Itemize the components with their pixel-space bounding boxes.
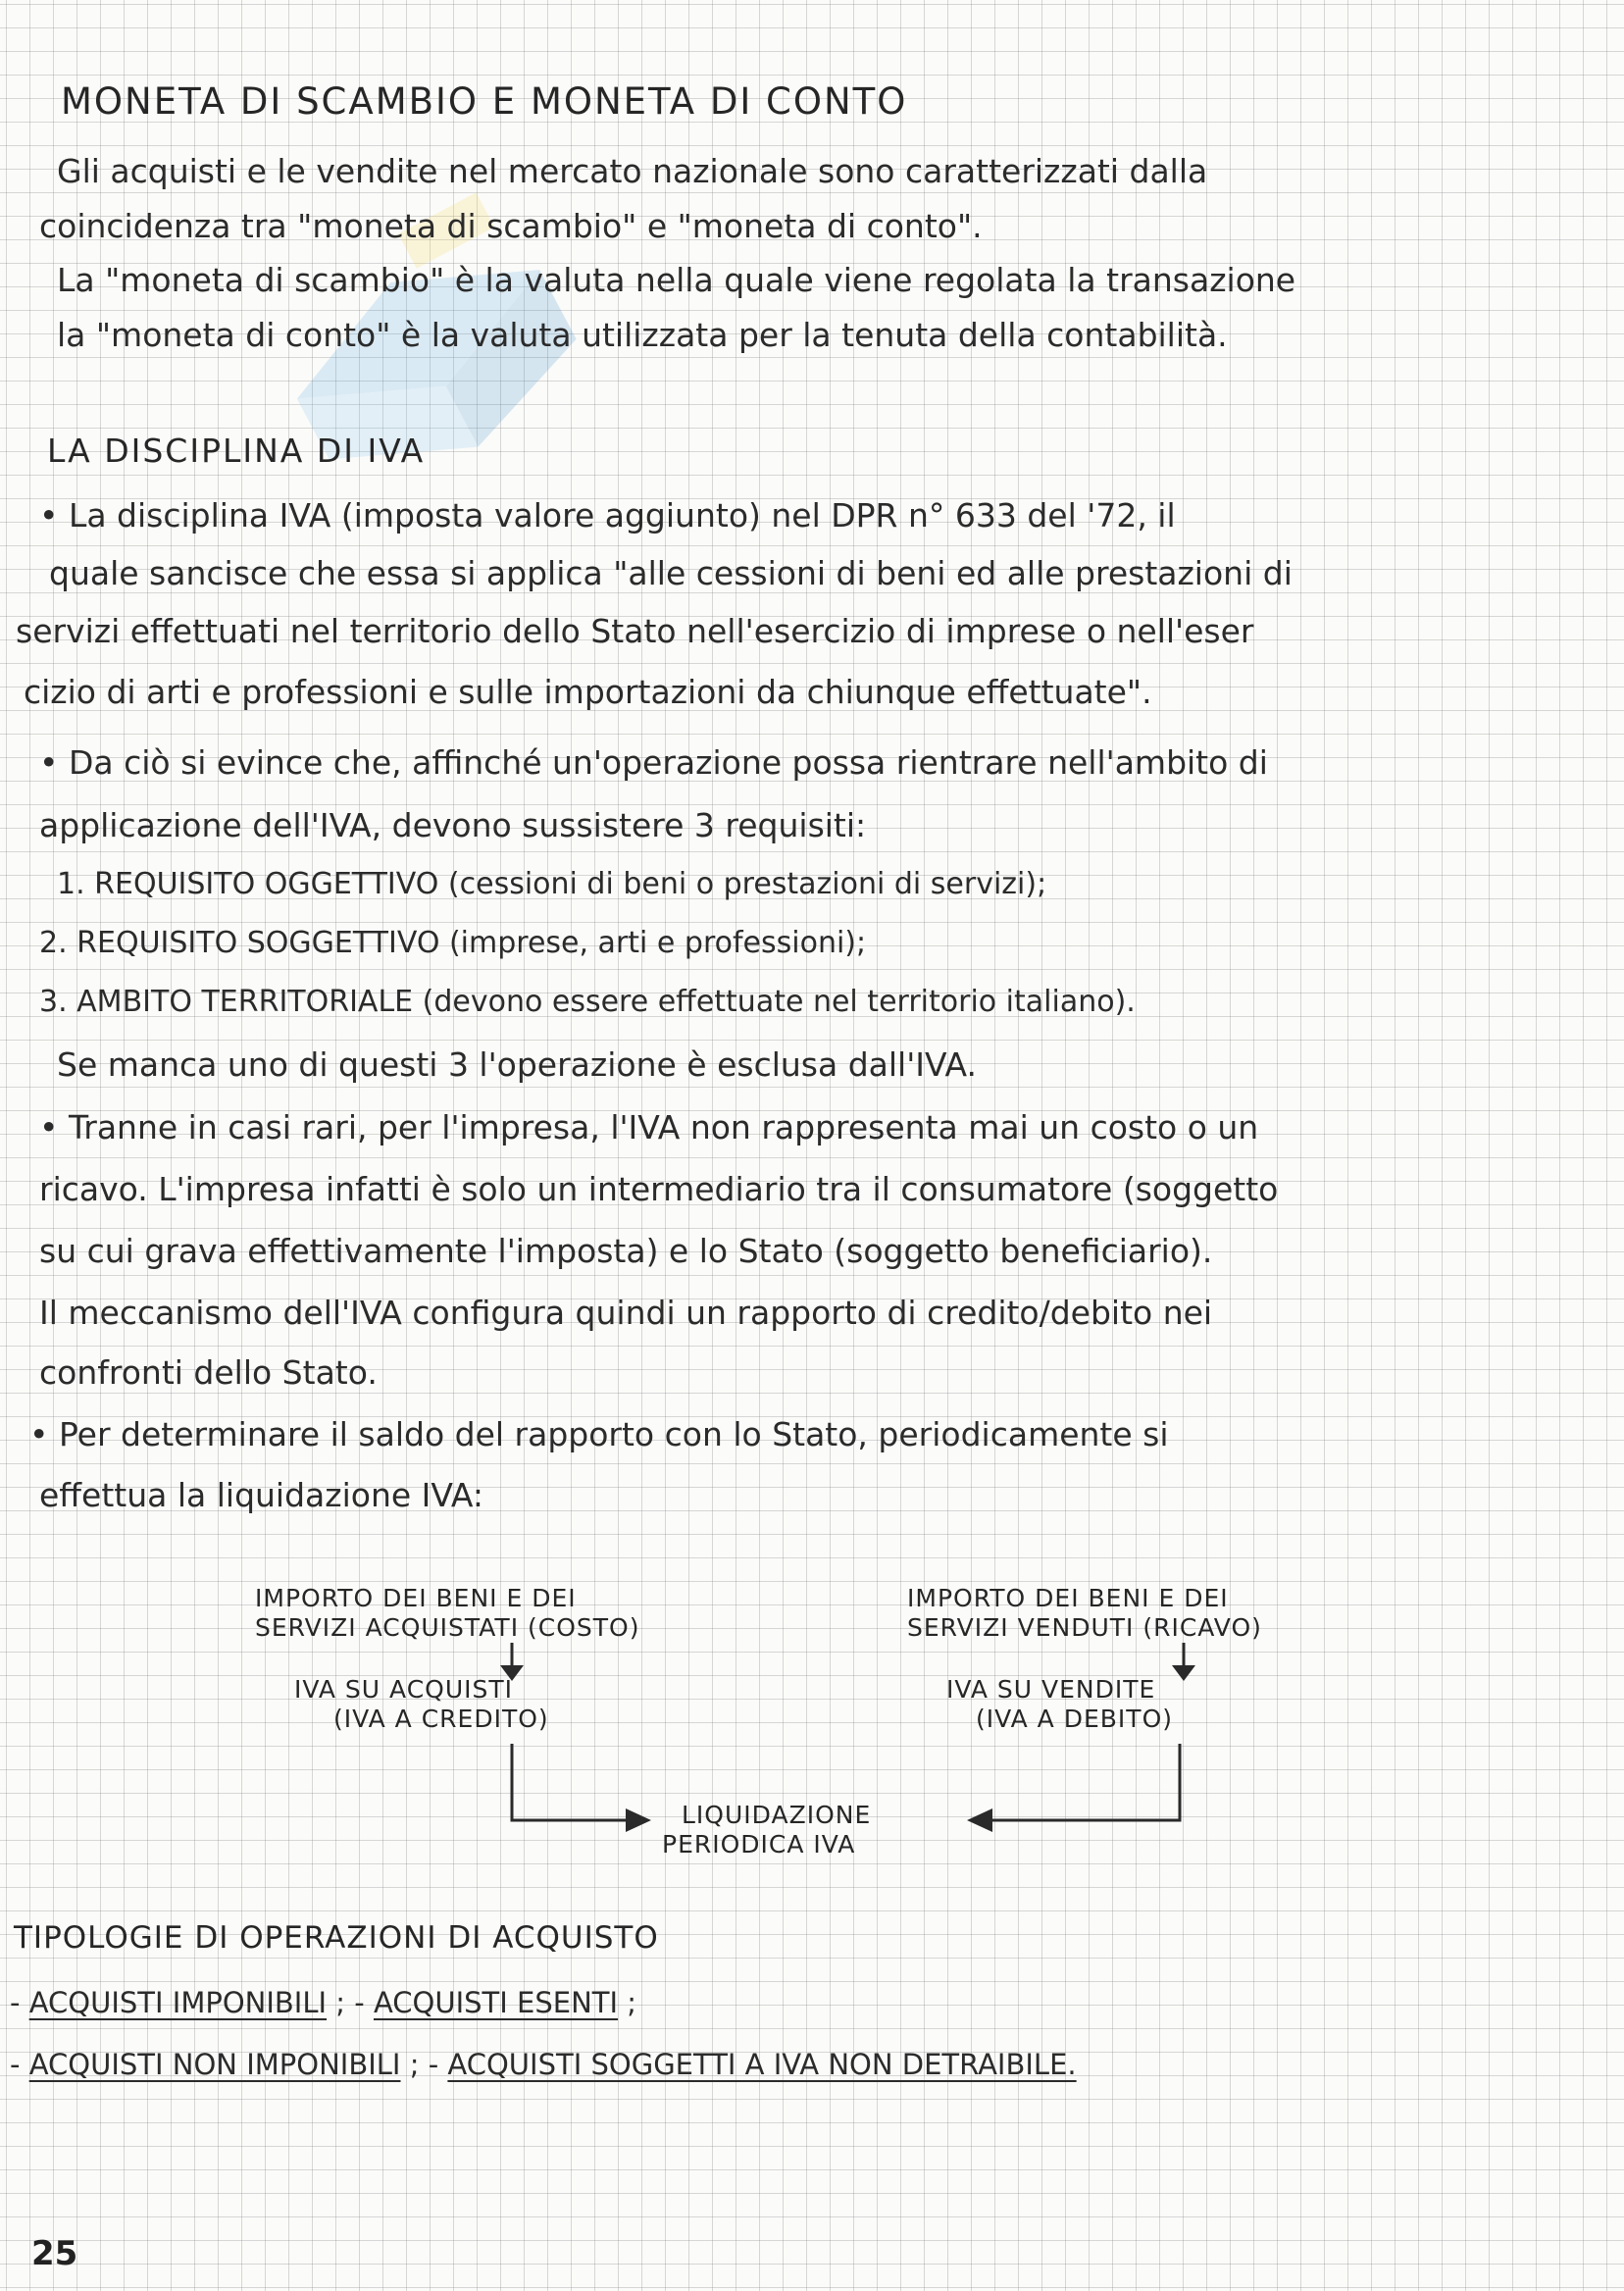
text-line: • Da ciò si evince che, affinché un'operazione possa rientrare nell'ambito di <box>39 743 1268 782</box>
requirement-item: 2. REQUISITO SOGGETTIVO (imprese, arti e professioni); <box>39 926 867 960</box>
list-item: ACQUISTI IMPONIBILI <box>28 1986 328 2019</box>
section-title-iva: LA DISCIPLINA DI IVA <box>47 432 426 470</box>
list-item: ACQUISTI SOGGETTI A IVA NON DETRAIBILE. <box>447 2048 1077 2081</box>
diagram-left-bottom: IVA SU ACQUISTI (IVA A CREDITO) <box>294 1675 549 1733</box>
purchase-types-row-2: - ACQUISTI NON IMPONIBILI ; - ACQUISTI SOGGETTI A IVA NON DETRAIBILE. <box>10 2048 1077 2081</box>
arrow-right-icon <box>626 1808 651 1832</box>
text-line: ricavo. L'impresa infatti è solo un intermediario tra il consumatore (soggetto <box>39 1170 1279 1208</box>
arrow-left-icon <box>967 1808 992 1832</box>
text-line: su cui grava effettivamente l'imposta) e lo Stato (soggetto beneficiario). <box>39 1232 1213 1270</box>
text-line: Se manca uno di questi 3 l'operazione è esclusa dall'IVA. <box>57 1045 977 1084</box>
page-number: 25 <box>31 2234 78 2273</box>
diagram-right-bottom: IVA SU VENDITE (IVA A DEBITO) <box>946 1675 1173 1733</box>
diagram-right-top: IMPORTO DEI BENI E DEI SERVIZI VENDUTI (RICAVO) <box>907 1584 1262 1642</box>
text-line: servizi effettuati nel territorio dello Stato nell'esercizio di imprese o nell'eser <box>16 612 1254 650</box>
text-line: Il meccanismo dell'IVA configura quindi un rapporto di credito/debito nei <box>39 1294 1213 1332</box>
text-line: la "moneta di conto" è la valuta utilizzata per la tenuta della contabilità. <box>57 316 1228 354</box>
text-line: Gli acquisti e le vendite nel mercato nazionale sono caratterizzati dalla <box>57 152 1208 190</box>
text-line: cizio di arti e professioni e sulle importazioni da chiunque effettuate". <box>24 673 1152 711</box>
diagram-left-top: IMPORTO DEI BENI E DEI SERVIZI ACQUISTATI (COSTO) <box>255 1584 640 1642</box>
text-line: La "moneta di scambio" è la valuta nella quale viene regolata la transazione <box>57 261 1296 299</box>
text-line: coincidenza tra "moneta di scambio" e "moneta di conto". <box>39 207 983 245</box>
purchase-types-row-1: - ACQUISTI IMPONIBILI ; - ACQUISTI ESENTI ; <box>10 1986 637 2019</box>
list-item: ACQUISTI NON IMPONIBILI <box>28 2048 401 2081</box>
arrow-down-icon <box>500 1665 524 1681</box>
text-line: confronti dello Stato. <box>39 1353 378 1392</box>
requirement-item: 1. REQUISITO OGGETTIVO (cessioni di beni o prestazioni di servizi); <box>57 867 1047 901</box>
text-line: • La disciplina IVA (imposta valore aggiunto) nel DPR n° 633 del '72, il <box>39 496 1176 535</box>
diagram-center: LIQUIDAZIONE PERIODICA IVA <box>662 1801 872 1858</box>
text-line: applicazione dell'IVA, devono sussistere 3 requisiti: <box>39 806 867 844</box>
arrow-down-icon <box>1172 1665 1195 1681</box>
list-item: ACQUISTI ESENTI <box>373 1986 619 2019</box>
page-title: MONETA DI SCAMBIO E MONETA DI CONTO <box>61 80 908 123</box>
text-line: effettua la liquidazione IVA: <box>39 1476 483 1514</box>
requirement-item: 3. AMBITO TERRITORIALE (devono essere effettuate nel territorio italiano). <box>39 985 1136 1019</box>
text-line: • Tranne in casi rari, per l'impresa, l'IVA non rappresenta mai un costo o un <box>39 1108 1259 1146</box>
text-line: quale sancisce che essa si applica "alle cessioni di beni ed alle prestazioni di <box>49 554 1293 592</box>
section-title-tipologie: TIPOLOGIE DI OPERAZIONI DI ACQUISTO <box>14 1920 659 1956</box>
text-line: • Per determinare il saldo del rapporto con lo Stato, periodicamente si <box>29 1415 1169 1453</box>
